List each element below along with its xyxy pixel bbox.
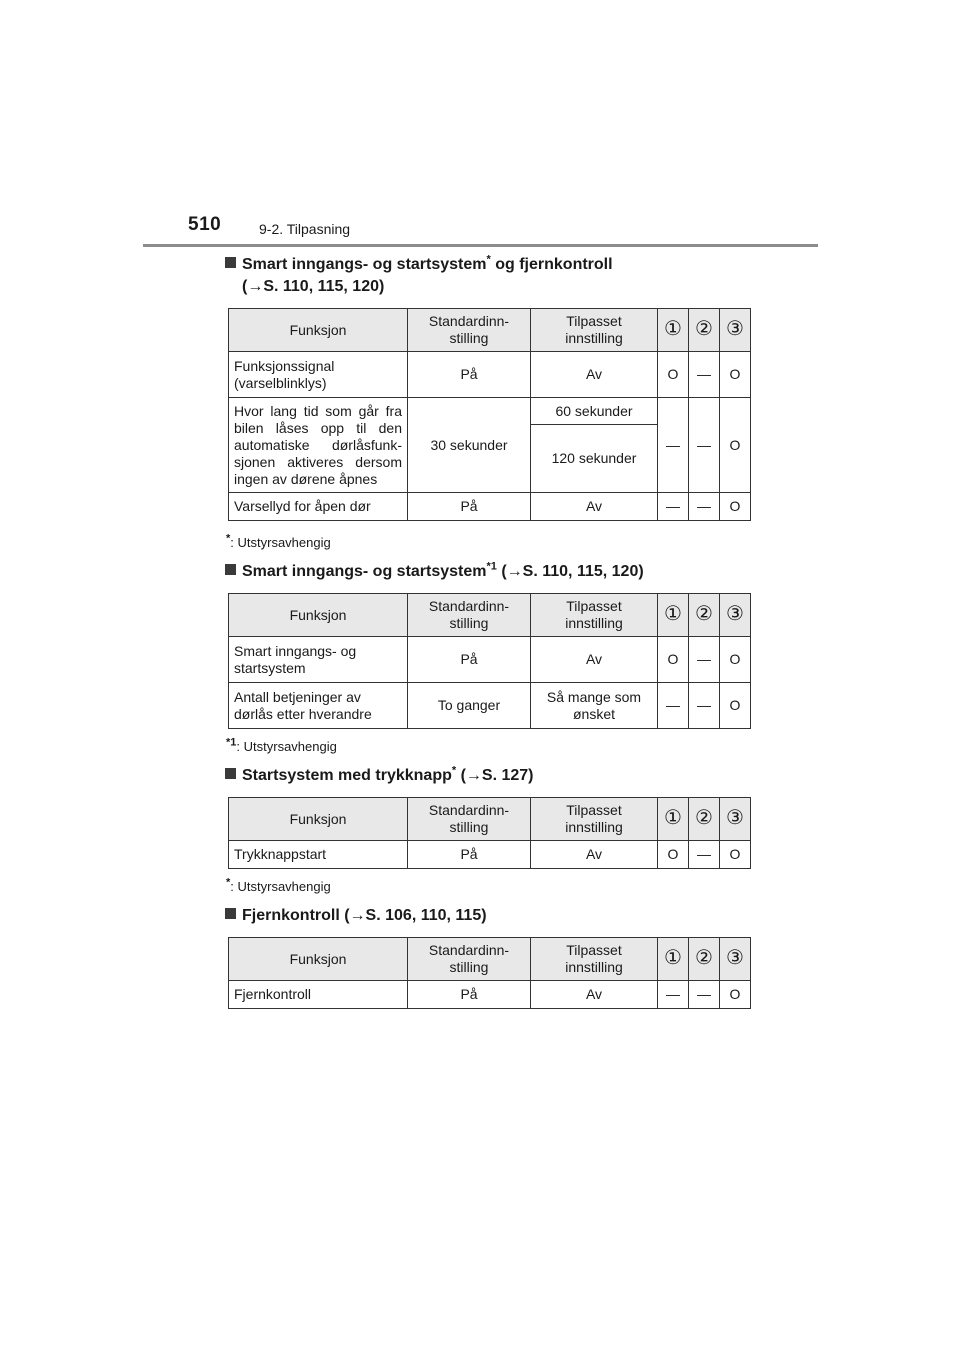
header-col-2: ② xyxy=(689,309,720,352)
square-bullet-icon xyxy=(225,564,236,575)
section-heading-push-start: Startsystem med trykknapp* (→S. 127) xyxy=(225,765,534,787)
section-page-ref: (→S. 110, 115, 120) xyxy=(242,278,385,295)
table-row: Varsellyd for åpen dør På Av — — O xyxy=(229,493,751,521)
header-col-3: ③ xyxy=(720,309,751,352)
header-funksjon: Funksjon xyxy=(229,309,408,352)
header-divider xyxy=(143,244,818,247)
header-standard: Standardinn- stilling xyxy=(408,309,531,352)
settings-table-smart-entry xyxy=(228,593,751,729)
header-col-1: ① xyxy=(658,309,689,352)
page-number: 510 xyxy=(188,214,222,235)
table-row: Fjernkontroll På Av — — O xyxy=(229,981,751,1009)
footnote: *: Utstyrsavhengig xyxy=(226,532,331,550)
settings-table-smart-entry-remote xyxy=(228,308,751,521)
footnote: *: Utstyrsavhengig xyxy=(226,876,331,894)
section-heading-smart-entry-remote: Smart inngangs- og startsystem* og fjernkontroll (→S. 110, 115, 120) xyxy=(225,254,613,298)
table-row: Hvor lang tid som går fra bilen låses opp til den automatiske dørlåsfunk-sjonen aktiveres dersom ingen av dørene åpnes 30 sekunder 60 sekunder — — O xyxy=(229,398,751,425)
table-row: Trykknappstart På Av O — O xyxy=(229,841,751,869)
settings-table-remote xyxy=(228,937,751,1009)
section-heading-smart-entry: Smart inngangs- og startsystem$^{*1}$ (→S. 110, 115, 120) xyxy=(225,561,644,583)
table-row: Funksjonssignal (varselblinklys) På Av O — O xyxy=(229,352,751,398)
table-header-row: Funksjon Standardinn- stilling Tilpasset innstilling ① ② ③ xyxy=(229,594,751,637)
header-custom: Tilpasset innstilling xyxy=(531,309,658,352)
table-header-row: Funksjon Standardinn- stilling Tilpasset innstilling ① ② ③ xyxy=(229,798,751,841)
square-bullet-icon xyxy=(225,908,236,919)
square-bullet-icon xyxy=(225,768,236,779)
table-header-row: Funksjon Standardinn- stilling Tilpasset innstilling ① ② ③ xyxy=(229,938,751,981)
footnote: $^{*1}$: Utstyrsavhengig xyxy=(226,736,337,754)
settings-table-push-start xyxy=(228,797,751,869)
table-row: Smart inngangs- og startsystem På Av O — O xyxy=(229,637,751,683)
square-bullet-icon xyxy=(225,257,236,268)
chapter-title: 9-2. Tilpasning xyxy=(259,221,351,237)
table-row: 120 sekunder xyxy=(229,425,751,493)
section-heading-remote: Fjernkontroll (→S. 106, 110, 115) xyxy=(225,905,487,927)
table-header-row xyxy=(229,309,751,352)
table-row: Antall betjeninger av dørlås etter hverandre To ganger Så mange som ønsket — — O xyxy=(229,683,751,729)
